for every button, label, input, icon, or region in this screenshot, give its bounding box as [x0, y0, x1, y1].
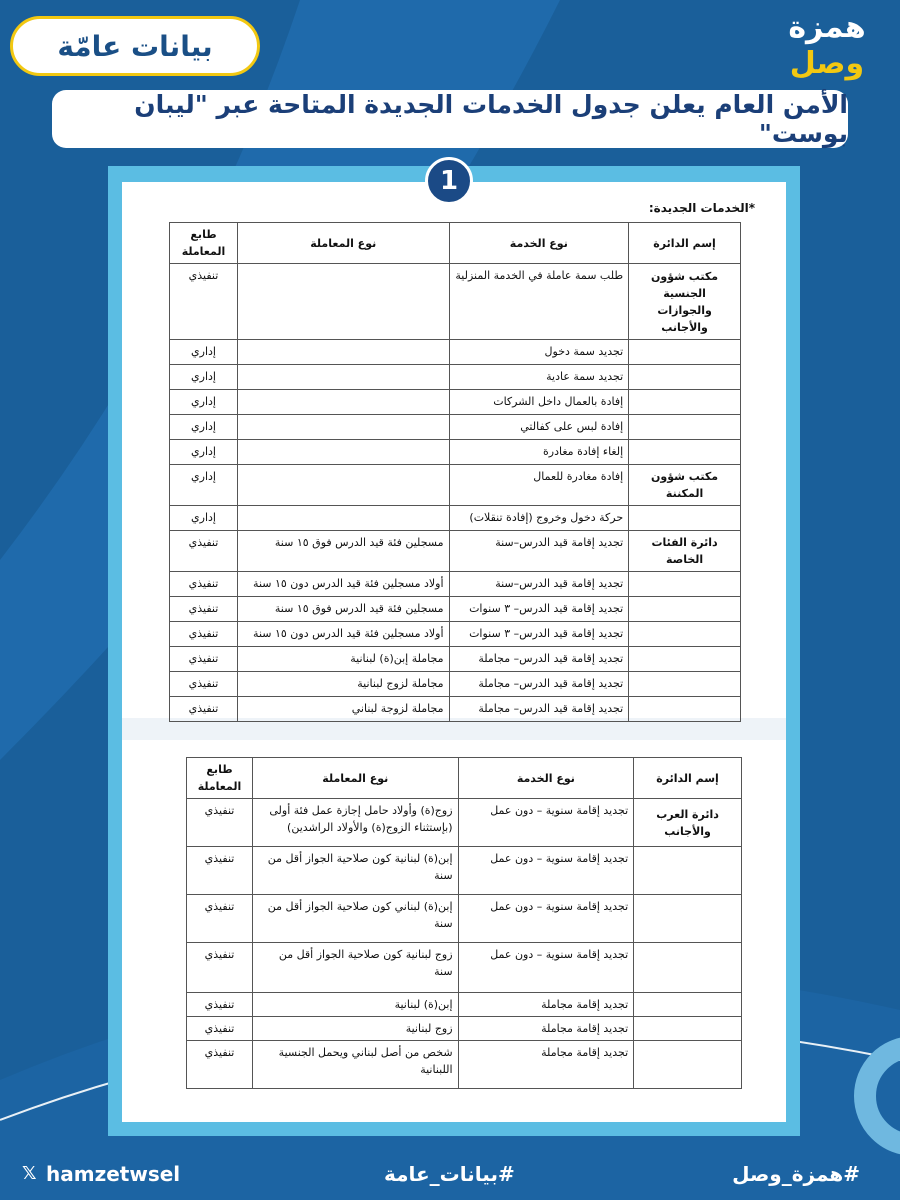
service-cell: تجديد إقامة مجاملة: [458, 1041, 634, 1089]
dept-cell: مكتب شؤون الجنسية والجوازات والأجانب: [629, 264, 741, 340]
service-cell: تجديد إقامة سنوية – دون عمل: [458, 895, 634, 943]
transaction-cell: [237, 390, 449, 415]
dept-cell: دائرة العرب والأجانب: [634, 799, 742, 847]
transaction-cell: [237, 264, 449, 340]
service-cell: تجديد إقامة قيد الدرس– مجاملة: [449, 672, 629, 697]
table-row: [170, 340, 741, 365]
transaction-cell: أولاد مسجلين فئة قيد الدرس دون ١٥ سنة: [237, 622, 449, 647]
dept-cell: [629, 672, 741, 697]
service-cell: تجديد إقامة قيد الدرس–سنة: [449, 572, 629, 597]
type-cell: تنفيذي: [170, 572, 238, 597]
type-cell: إداري: [170, 390, 238, 415]
transaction-cell: شخص من أصل لبناني ويحمل الجنسية اللبنانية: [253, 1041, 459, 1089]
header-type: طابع المعاملة: [170, 223, 238, 264]
logo-line-1: همزة: [788, 10, 866, 45]
headline-text: الأمن العام يعلن جدول الخدمات الجديدة المتاحة عبر "ليبان بوست": [134, 90, 848, 148]
transaction-cell: [237, 415, 449, 440]
dept-cell: [629, 697, 741, 722]
footer-hashtag-right[interactable]: #همزة_وصل: [732, 1162, 860, 1186]
table-row: [170, 465, 741, 506]
dept-cell: [629, 572, 741, 597]
type-cell: إداري: [170, 415, 238, 440]
service-cell: طلب سمة عاملة في الخدمة المنزلية: [449, 264, 629, 340]
dept-cell: [634, 993, 742, 1017]
type-cell: إداري: [170, 440, 238, 465]
transaction-cell: [237, 340, 449, 365]
dept-cell: [629, 440, 741, 465]
table-row: [187, 1041, 742, 1089]
table-body: [170, 264, 741, 722]
service-cell: إفادة لبس على كفالتي: [449, 415, 629, 440]
type-cell: تنفيذي: [170, 531, 238, 572]
table-header-row: [170, 223, 741, 264]
service-cell: تجديد إقامة قيد الدرس–سنة: [449, 531, 629, 572]
dept-cell: [634, 895, 742, 943]
type-cell: تنفيذي: [170, 622, 238, 647]
header-service: نوع الخدمة: [458, 758, 634, 799]
service-cell: تجديد إقامة قيد الدرس– مجاملة: [449, 697, 629, 722]
service-cell: تجديد إقامة سنوية – دون عمل: [458, 943, 634, 993]
transaction-cell: [237, 440, 449, 465]
services-table-2: [186, 757, 742, 1089]
type-cell: إداري: [170, 465, 238, 506]
dept-cell: [629, 597, 741, 622]
type-cell: إداري: [170, 340, 238, 365]
x-logo-icon: 𝕏: [22, 1163, 37, 1184]
type-cell: تنفيذي: [187, 1041, 253, 1089]
table-row: [170, 672, 741, 697]
section-title: *الخدمات الجديدة:: [648, 201, 755, 215]
dept-cell: [629, 622, 741, 647]
brand-logo: [772, 10, 882, 90]
table-body: [187, 799, 742, 1089]
table-row: [170, 647, 741, 672]
service-cell: تجديد إقامة قيد الدرس– ٣ سنوات: [449, 622, 629, 647]
table-row: [170, 506, 741, 531]
transaction-cell: [237, 465, 449, 506]
footer-handle-text: hamzetwsel: [46, 1162, 181, 1186]
type-cell: تنفيذي: [187, 799, 253, 847]
transaction-cell: أولاد مسجلين فئة قيد الدرس دون ١٥ سنة: [237, 572, 449, 597]
transaction-cell: زوج(ة) وأولاد حامل إجازة عمل فئة أولى (بإستثناء الزوج(ة) والأولاد الراشدين): [253, 799, 459, 847]
dept-cell: مكتب شؤون المكننة: [629, 465, 741, 506]
table-row: [187, 895, 742, 943]
footer-handle[interactable]: [22, 1162, 180, 1186]
header-type: طابع المعاملة: [187, 758, 253, 799]
footer-hashtag-center[interactable]: #بيانات_عامة: [384, 1162, 515, 1186]
transaction-cell: إبن(ة) لبنانية كون صلاحية الجواز أقل من سنة: [253, 847, 459, 895]
table-row: [187, 799, 742, 847]
dept-cell: [634, 1017, 742, 1041]
type-cell: إداري: [170, 506, 238, 531]
table-row: [170, 390, 741, 415]
dept-cell: [634, 847, 742, 895]
transaction-cell: مجاملة إبن(ة) لبنانية: [237, 647, 449, 672]
service-cell: حركة دخول وخروج (إفادة تنقلات): [449, 506, 629, 531]
dept-cell: دائرة الفئات الخاصة: [629, 531, 741, 572]
transaction-cell: إبن(ة) لبناني كون صلاحية الجواز أقل من سنة: [253, 895, 459, 943]
table-row: [187, 847, 742, 895]
table-row: [170, 365, 741, 390]
transaction-cell: مسجلين فئة قيد الدرس فوق ١٥ سنة: [237, 531, 449, 572]
header-dept: إسم الدائرة: [634, 758, 742, 799]
services-table-1: [169, 222, 741, 722]
type-cell: تنفيذي: [187, 847, 253, 895]
table-row: [170, 531, 741, 572]
header-service: نوع الخدمة: [449, 223, 629, 264]
table-row: [187, 1017, 742, 1041]
dept-cell: [629, 647, 741, 672]
logo-line-2: وصل: [789, 46, 865, 81]
header-transaction: نوع المعاملة: [237, 223, 449, 264]
type-cell: إداري: [170, 365, 238, 390]
service-cell: تجديد إقامة سنوية – دون عمل: [458, 847, 634, 895]
dept-cell: [629, 340, 741, 365]
service-cell: تجديد إقامة مجاملة: [458, 1017, 634, 1041]
table-header-row: [187, 758, 742, 799]
table-row: [187, 993, 742, 1017]
type-cell: تنفيذي: [187, 1017, 253, 1041]
table-row: [170, 697, 741, 722]
service-cell: تجديد إقامة قيد الدرس– مجاملة: [449, 647, 629, 672]
transaction-cell: زوج لبنانية: [253, 1017, 459, 1041]
service-cell: تجديد سمة دخول: [449, 340, 629, 365]
table-row: [170, 597, 741, 622]
dept-cell: [629, 415, 741, 440]
transaction-cell: [237, 506, 449, 531]
service-cell: تجديد سمة عادية: [449, 365, 629, 390]
service-cell: تجديد إقامة سنوية – دون عمل: [458, 799, 634, 847]
dept-cell: [634, 1041, 742, 1089]
headline-bar: [52, 90, 848, 148]
transaction-cell: مجاملة لزوج لبنانية: [237, 672, 449, 697]
transaction-cell: زوج لبنانية كون صلاحية الجواز أقل من سنة: [253, 943, 459, 993]
transaction-cell: مجاملة لزوجة لبناني: [237, 697, 449, 722]
service-cell: تجديد إقامة مجاملة: [458, 993, 634, 1017]
transaction-cell: [237, 365, 449, 390]
transaction-cell: إبن(ة) لبنانية: [253, 993, 459, 1017]
header-dept: إسم الدائرة: [629, 223, 741, 264]
header-transaction: نوع المعاملة: [253, 758, 459, 799]
dept-cell: [629, 365, 741, 390]
type-cell: تنفيذي: [187, 895, 253, 943]
type-cell: تنفيذي: [187, 943, 253, 993]
table-row: [170, 572, 741, 597]
table-row: [170, 440, 741, 465]
type-cell: تنفيذي: [170, 672, 238, 697]
type-cell: تنفيذي: [187, 993, 253, 1017]
service-cell: إفادة بالعمال داخل الشركات: [449, 390, 629, 415]
type-cell: تنفيذي: [170, 697, 238, 722]
type-cell: تنفيذي: [170, 597, 238, 622]
service-cell: تجديد إقامة قيد الدرس– ٣ سنوات: [449, 597, 629, 622]
table-row: [170, 415, 741, 440]
dept-cell: [629, 506, 741, 531]
category-badge-label: بيانات عامّة: [57, 29, 213, 63]
service-cell: إلغاء إفادة مغادرة: [449, 440, 629, 465]
type-cell: تنفيذي: [170, 647, 238, 672]
type-cell: تنفيذي: [170, 264, 238, 340]
transaction-cell: مسجلين فئة قيد الدرس فوق ١٥ سنة: [237, 597, 449, 622]
table-row: [187, 943, 742, 993]
dept-cell: [629, 390, 741, 415]
page-number-badge: 1: [425, 157, 473, 205]
category-badge: [10, 16, 260, 76]
dept-cell: [634, 943, 742, 993]
table-row: [170, 264, 741, 340]
service-cell: إفادة مغادرة للعمال: [449, 465, 629, 506]
table-row: [170, 622, 741, 647]
